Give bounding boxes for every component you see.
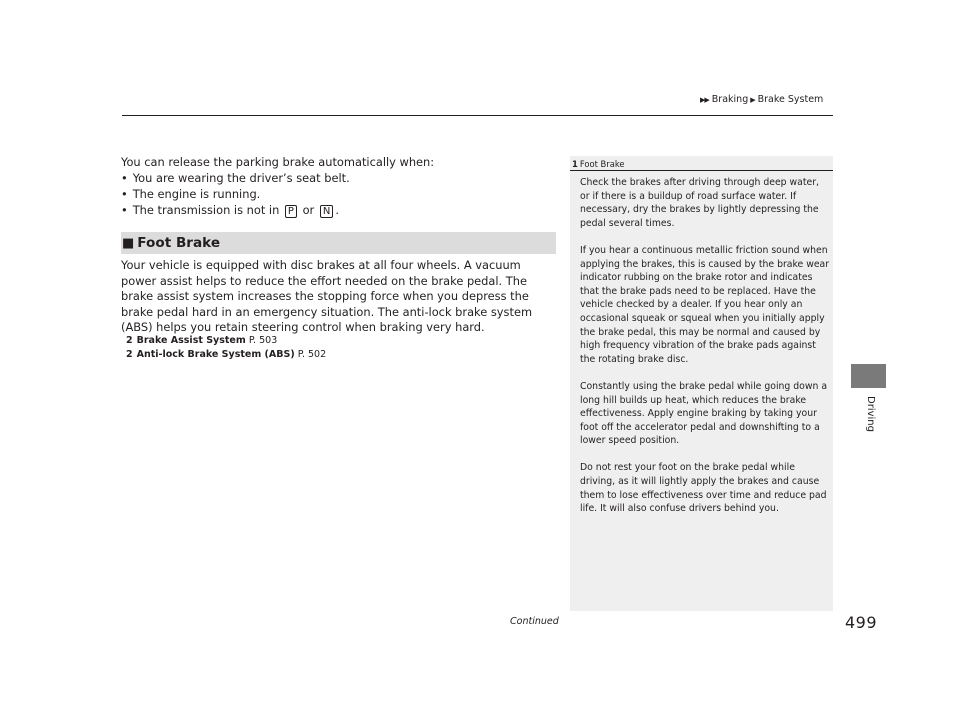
bullet-item xyxy=(121,170,556,186)
side-note-heading xyxy=(572,159,625,169)
reference-arrow-icon: 2 xyxy=(126,335,133,346)
section-paragraph: Your vehicle is equipped with disc brakes at all four wheels. A vacuum power assist helps to reduce the effort needed on the brake pedal. The brake assist system increases the stopping force when you depress the brake pedal hard in an emergency situation. The anti-lock brake system (ABS) helps you retain steering control when braking very hard. xyxy=(121,258,533,335)
note-paragraph: If you hear a continuous metallic friction sound when applying the brakes, this is caused by the brake wear indicator rubbing on the brake rotor and indicates that the brake pads need to be replaced. Have the vehicle checked by a dealer. If you hear only an occasional squeak or squeal when you initially apply the brake pedal, this may be normal and caused by high frequency vibration of the brake pads against the rotating brake disc. xyxy=(580,244,830,365)
note-marker-icon: 1 xyxy=(572,159,578,169)
note-paragraph: Check the brakes after driving through deep water, or if there is a buildup of road surface water. If necessary, dry the brakes by lightly depressing the pedal several times. xyxy=(580,177,819,229)
breadcrumb-item-braking[interactable]: Braking xyxy=(711,94,749,105)
gear-p-key: P xyxy=(285,205,297,218)
bullet-text: or xyxy=(298,203,318,217)
note-paragraph: Do not rest your foot on the brake pedal while driving, as it will lightly apply the brakes and cause them to lose effectiveness over time and reduce pad life. It will also confuse drivers behind you. xyxy=(580,462,827,515)
gear-n-key: N xyxy=(320,205,333,218)
bullet-text: The transmission is not in xyxy=(132,203,283,217)
reference-title: Anti-lock Brake System (ABS) xyxy=(136,348,295,360)
reference-page: P. 502 xyxy=(297,348,327,360)
reference-page: P. 503 xyxy=(248,335,278,346)
bullet-text: The engine is running. xyxy=(132,187,261,201)
note-paragraph: Constantly using the brake pedal while going down a long hill builds up heat, which reduces the brake effectiveness. Apply engine braking by taking your foot off the accelerator pedal and downshifting to a lower speed position. xyxy=(580,380,828,447)
section-heading-bar xyxy=(121,232,556,254)
cross-reference-brake-assist[interactable] xyxy=(126,334,526,348)
bullet-item xyxy=(121,186,556,202)
bullet-item xyxy=(121,202,556,218)
reference-arrow-icon: 2 xyxy=(126,348,133,360)
cross-reference-abs[interactable] xyxy=(126,348,526,362)
main-content xyxy=(121,154,556,360)
intro-text: You can release the parking brake automatically when: xyxy=(121,155,435,169)
side-note-title: Foot Brake xyxy=(579,159,625,169)
side-note-body xyxy=(580,176,830,529)
intro-bullet-list xyxy=(121,170,556,218)
cross-reference-list xyxy=(126,334,526,361)
page-number: 499 xyxy=(845,613,878,632)
side-tab-label: Driving xyxy=(865,396,876,432)
bullet-text: . xyxy=(335,203,339,217)
square-bullet-icon: ■ xyxy=(122,235,135,251)
side-note-box xyxy=(570,156,833,611)
breadcrumb-item-brake-system[interactable]: Brake System xyxy=(757,94,824,105)
side-tab-marker xyxy=(851,364,886,388)
side-note-divider xyxy=(570,170,833,171)
breadcrumb-arrow-icon: ▶▶ xyxy=(700,96,709,104)
bullet-text: You are wearing the driver’s seat belt. xyxy=(132,171,350,185)
reference-title: Brake Assist System xyxy=(136,335,246,346)
continued-label: Continued xyxy=(510,616,559,627)
header-divider xyxy=(122,115,833,116)
breadcrumb-arrow-icon: ▶ xyxy=(750,96,755,104)
breadcrumb xyxy=(700,94,900,105)
section-title: Foot Brake xyxy=(137,235,221,251)
